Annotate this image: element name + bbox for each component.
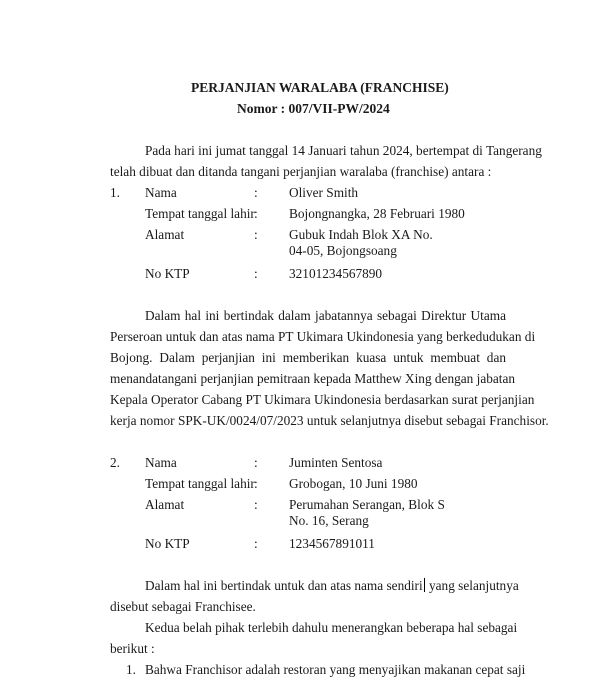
colon: : (254, 536, 258, 551)
party2-name-value: Juminten Sentosa (289, 455, 383, 470)
preamble-line-last: berikut : (110, 641, 155, 656)
party2-address-line-2: No. 16, Serang (289, 513, 369, 528)
party1-paragraph-line: Perseroan untuk dan atas nama PT Ukimara Ukindonesia yang berkedudukan di (110, 329, 536, 344)
party1-address-label: Alamat (145, 227, 185, 242)
party2-paragraph-line-last: disebut sebagai Franchisee. (110, 599, 256, 614)
party2-address-line-1: Perumahan Serangan, Blok S (289, 497, 445, 512)
opening-line-2: telah dibuat dan ditanda tangani perjanjian waralaba (franchise) antara : (110, 164, 492, 179)
party1-name-value: Oliver Smith (289, 185, 359, 200)
party2-index: 2. (110, 455, 120, 470)
preamble-line: Kedua belah pihak terlebih dahulu menerangkan beberapa hal sebagai (145, 620, 518, 635)
list-item-text: Bahwa Franchisor adalah restoran yang menyajikan makanan cepat saji (145, 662, 526, 677)
party2-birth-label: Tempat tanggal lahir (145, 476, 255, 491)
party1-birth-value: Bojongnangka, 28 Februari 1980 (289, 206, 465, 221)
party1-paragraph-line-last: kerja nomor SPK-UK/0024/07/2023 untuk selanjutnya disebut sebagai Franchisor. (110, 413, 549, 428)
document-title: PERJANJIAN WARALABA (FRANCHISE) (191, 80, 449, 95)
colon: : (254, 206, 258, 221)
party1-paragraph-line: Dalam hal ini bertindak dalam jabatannya sebagai Direktur Utama (145, 308, 506, 323)
colon: : (254, 227, 258, 242)
colon: : (254, 185, 258, 200)
party2-ktp-label: No KTP (145, 536, 190, 551)
party2-birth-value: Grobogan, 10 Juni 1980 (289, 476, 418, 491)
text-cursor (424, 578, 425, 592)
party1-address-line-2: 04-05, Bojongsoang (289, 243, 397, 258)
party2-paragraph-line: Dalam hal ini bertindak untuk dan atas nama sendiri yang selanjutnya (145, 578, 519, 593)
opening-line-1: Pada hari ini jumat tanggal 14 Januari tahun 2024, bertempat di Tangerang (145, 143, 542, 158)
colon: : (254, 497, 258, 512)
party2-name-label: Nama (145, 455, 177, 470)
party1-paragraph-line: menandatangani perjanjian pemitraan kepada Matthew Xing dengan jabatan (110, 371, 516, 386)
colon: : (254, 455, 258, 470)
list-item-number: 1. (126, 662, 136, 677)
party2-address-label: Alamat (145, 497, 185, 512)
colon: : (254, 266, 258, 281)
party1-index: 1. (110, 185, 120, 200)
party1-ktp-value: 32101234567890 (289, 266, 383, 281)
party1-paragraph-line: Bojong. Dalam perjanjian ini memberikan kuasa untuk membuat dan (110, 350, 506, 365)
party1-address-line-1: Gubuk Indah Blok XA No. (289, 227, 433, 242)
document-number: Nomor : 007/VII-PW/2024 (237, 101, 390, 116)
party1-ktp-label: No KTP (145, 266, 190, 281)
party1-name-label: Nama (145, 185, 177, 200)
party2-ktp-value: 1234567891011 (289, 536, 375, 551)
colon: : (254, 476, 258, 491)
party1-paragraph-line: Kepala Operator Cabang PT Ukimara Ukindonesia berdasarkan surat perjanjian (110, 392, 535, 407)
party1-birth-label: Tempat tanggal lahir (145, 206, 255, 221)
